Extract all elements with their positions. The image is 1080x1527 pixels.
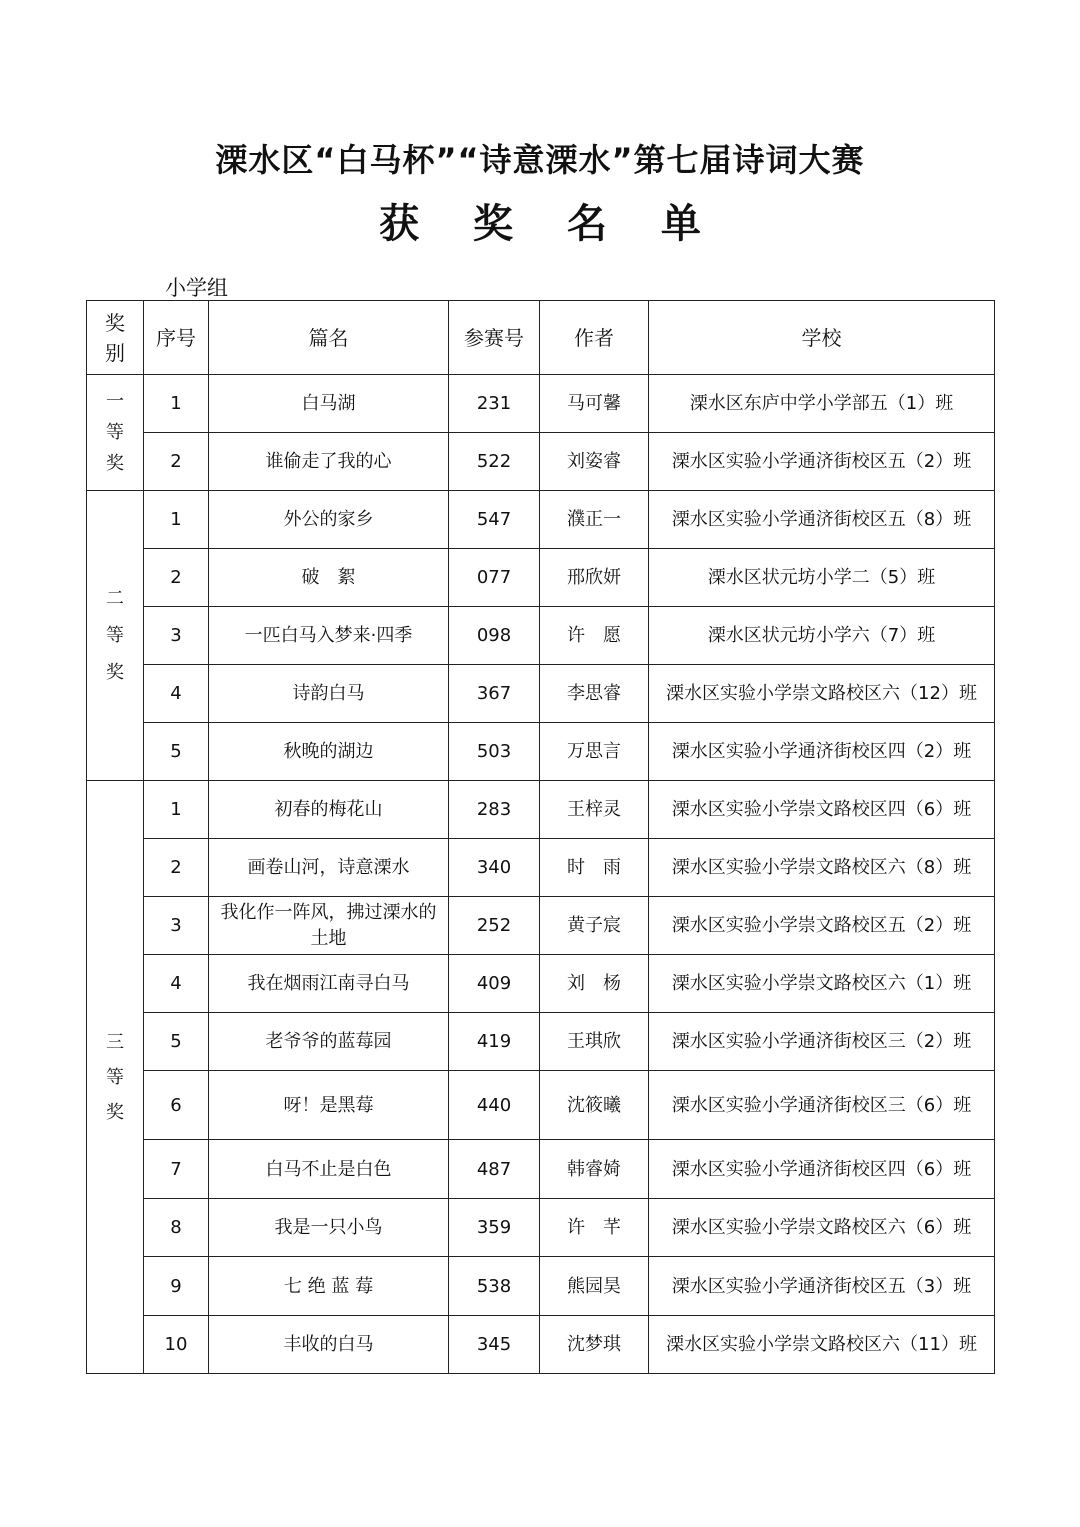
cell-title: 诗韵白马: [209, 665, 449, 723]
cell-school: 溧水区实验小学通济街校区五（8）班: [649, 491, 995, 549]
cell-title: 我在烟雨江南寻白马: [209, 955, 449, 1013]
cell-title: 我是一只小鸟: [209, 1199, 449, 1257]
award-char: 奖: [106, 662, 124, 683]
cell-seq: 5: [144, 723, 209, 781]
table-row: [87, 1071, 995, 1140]
cell-seq: 2: [144, 839, 209, 897]
cell-author: 刘 杨: [540, 955, 649, 1013]
header-award-char: 奖: [105, 310, 125, 335]
table-row: [87, 491, 995, 549]
table-row: [87, 839, 995, 897]
header-entry-number: 参赛号: [449, 301, 540, 375]
cell-title: 秋晚的湖边: [209, 723, 449, 781]
cell-seq: 1: [144, 781, 209, 839]
cell-school: 溧水区实验小学崇文路校区六（11）班: [649, 1316, 995, 1374]
cell-seq: 2: [144, 549, 209, 607]
cell-author: 时 雨: [540, 839, 649, 897]
cell-author: 黄子宸: [540, 897, 649, 955]
group-label: 小学组: [165, 276, 228, 300]
cell-seq: 4: [144, 665, 209, 723]
cell-seq: 9: [144, 1257, 209, 1316]
cell-entry-number: 547: [449, 491, 540, 549]
table-row: [87, 723, 995, 781]
table-row: [87, 1199, 995, 1257]
cell-entry-number: 231: [449, 375, 540, 433]
table-row: [87, 665, 995, 723]
award-char: 奖: [106, 453, 124, 474]
cell-author: 万思言: [540, 723, 649, 781]
cell-author: 许 芊: [540, 1199, 649, 1257]
cell-seq: 5: [144, 1013, 209, 1071]
awards-table: [86, 300, 995, 1374]
header-award-char: 别: [105, 340, 125, 365]
cell-title: 呀！是黑莓: [209, 1071, 449, 1140]
cell-seq: 3: [144, 897, 209, 955]
cell-seq: 7: [144, 1140, 209, 1199]
cell-title: 我化作一阵风，拂过溧水的土地: [209, 897, 449, 955]
header-school: 学校: [649, 301, 995, 375]
cell-author: 邢欣妍: [540, 549, 649, 607]
award-char: 等: [106, 422, 124, 443]
award-char: 三: [106, 1031, 124, 1053]
cell-school: 溧水区实验小学通济街校区五（2）班: [649, 433, 995, 491]
cell-author: 濮正一: [540, 491, 649, 549]
table-row: [87, 549, 995, 607]
header-title: 篇名: [209, 301, 449, 375]
cell-entry-number: 367: [449, 665, 540, 723]
document-subtitle: 获 奖 名 单: [379, 201, 721, 247]
award-char: 二: [106, 588, 124, 609]
cell-entry-number: 419: [449, 1013, 540, 1071]
cell-author: 熊园昊: [540, 1257, 649, 1316]
cell-entry-number: 538: [449, 1257, 540, 1316]
award-level-second: [87, 491, 144, 781]
cell-entry-number: 522: [449, 433, 540, 491]
header-award-level: [87, 301, 144, 375]
cell-school: 溧水区实验小学崇文路校区六（8）班: [649, 839, 995, 897]
award-char: 等: [106, 1066, 124, 1088]
header-author: 作者: [540, 301, 649, 375]
cell-title: 初春的梅花山: [209, 781, 449, 839]
cell-school: 溧水区东庐中学小学部五（1）班: [649, 375, 995, 433]
cell-title: 老爷爷的蓝莓园: [209, 1013, 449, 1071]
table-row: [87, 897, 995, 955]
cell-author: 许 愿: [540, 607, 649, 665]
cell-author: 沈梦琪: [540, 1316, 649, 1374]
cell-school: 溧水区实验小学通济街校区四（2）班: [649, 723, 995, 781]
cell-title: 七 绝 蓝 莓: [209, 1257, 449, 1316]
cell-seq: 2: [144, 433, 209, 491]
award-char: 等: [106, 625, 124, 646]
table-header-row: [87, 301, 995, 375]
cell-title: 画卷山河，诗意溧水: [209, 839, 449, 897]
cell-title: 外公的家乡: [209, 491, 449, 549]
cell-entry-number: 409: [449, 955, 540, 1013]
cell-school: 溧水区实验小学崇文路校区五（2）班: [649, 897, 995, 955]
cell-author: 刘姿睿: [540, 433, 649, 491]
cell-seq: 6: [144, 1071, 209, 1140]
cell-school: 溧水区实验小学通济街校区三（2）班: [649, 1013, 995, 1071]
award-char: 奖: [106, 1101, 124, 1123]
cell-entry-number: 440: [449, 1071, 540, 1140]
cell-entry-number: 487: [449, 1140, 540, 1199]
cell-entry-number: 503: [449, 723, 540, 781]
award-level-first: [87, 375, 144, 491]
cell-school: 溧水区状元坊小学六（7）班: [649, 607, 995, 665]
cell-title: 白马湖: [209, 375, 449, 433]
cell-title: 白马不止是白色: [209, 1140, 449, 1199]
cell-school: 溧水区实验小学崇文路校区四（6）班: [649, 781, 995, 839]
table-row: [87, 1257, 995, 1316]
award-char: 一: [106, 391, 124, 412]
table-row: [87, 955, 995, 1013]
cell-author: 沈筱曦: [540, 1071, 649, 1140]
document-title: 溧水区“白马杯”“诗意溧水”第七届诗词大赛: [215, 141, 865, 179]
cell-author: 李思睿: [540, 665, 649, 723]
cell-author: 韩睿婍: [540, 1140, 649, 1199]
cell-seq: 3: [144, 607, 209, 665]
cell-seq: 1: [144, 375, 209, 433]
table-row: [87, 1013, 995, 1071]
cell-author: 马可馨: [540, 375, 649, 433]
cell-title: 一匹白马入梦来·四季: [209, 607, 449, 665]
cell-entry-number: 283: [449, 781, 540, 839]
cell-entry-number: 345: [449, 1316, 540, 1374]
cell-school: 溧水区实验小学崇文路校区六（1）班: [649, 955, 995, 1013]
cell-school: 溧水区实验小学通济街校区四（6）班: [649, 1140, 995, 1199]
cell-entry-number: 098: [449, 607, 540, 665]
table-row: [87, 1140, 995, 1199]
cell-school: 溧水区实验小学通济街校区三（6）班: [649, 1071, 995, 1140]
cell-school: 溧水区状元坊小学二（5）班: [649, 549, 995, 607]
cell-school: 溧水区实验小学崇文路校区六（12）班: [649, 665, 995, 723]
cell-entry-number: 340: [449, 839, 540, 897]
cell-school: 溧水区实验小学通济街校区五（3）班: [649, 1257, 995, 1316]
cell-title: 破 絮: [209, 549, 449, 607]
cell-entry-number: 077: [449, 549, 540, 607]
cell-school: 溧水区实验小学崇文路校区六（6）班: [649, 1199, 995, 1257]
cell-author: 王梓灵: [540, 781, 649, 839]
award-level-third: [87, 781, 144, 1374]
table-row: [87, 781, 995, 839]
cell-entry-number: 359: [449, 1199, 540, 1257]
cell-title: 谁偷走了我的心: [209, 433, 449, 491]
table-row: [87, 375, 995, 433]
table-row: [87, 1316, 995, 1374]
cell-entry-number: 252: [449, 897, 540, 955]
cell-seq: 8: [144, 1199, 209, 1257]
cell-seq: 1: [144, 491, 209, 549]
cell-author: 王琪欣: [540, 1013, 649, 1071]
cell-seq: 4: [144, 955, 209, 1013]
cell-title: 丰收的白马: [209, 1316, 449, 1374]
header-seq: 序号: [144, 301, 209, 375]
cell-seq: 10: [144, 1316, 209, 1374]
table-row: [87, 433, 995, 491]
table-row: [87, 607, 995, 665]
